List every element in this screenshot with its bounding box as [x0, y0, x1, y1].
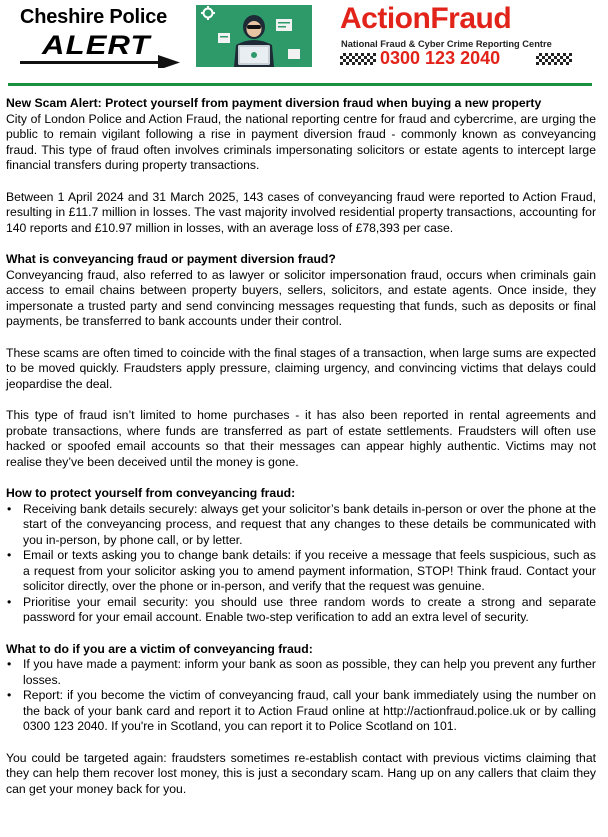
checkered-band-left [340, 53, 376, 65]
bullet-icon: • [7, 594, 12, 609]
what-paragraph-1: Conveyancing fraud, also referred to as lawyer or solicitor impersonation fraud, occurs when criminals gain access to email chains between property buyers, sellers, solicitors, and estate agents. Once inside, they impersonate a trusted party and send convincing messages requesting that funds, such as deposits or final payments, be transferred to bank accounts under their control. [6, 267, 596, 328]
header [0, 0, 608, 92]
cheshire-police-alert-logo [20, 6, 182, 68]
list-item: • Receiving bank details securely: always get your solicitor’s bank details in-person or over the phone at the start of the conveyancing process, and request that any changes to these details be communicated with you in-person, by phone call, or by letter. [7, 501, 596, 547]
closing-paragraph: You could be targeted again: fraudsters sometimes re-establish contact with previous victims claiming that they can help them recover lost money, this is just a secondary scam. Hang up on any callers that claim they can get your money back for you. [6, 750, 596, 796]
header-divider [8, 83, 592, 86]
checkered-band-right [536, 53, 572, 65]
list-item: • If you have made a payment: inform your bank as soon as possible, they can help you prevent any further losses. [7, 657, 596, 687]
spacer [6, 626, 596, 642]
list-item: • Report: if you become the victim of conveyancing fraud, call your bank immediately using the number on the back of your bank card and report it to Action Fraud online at http://actionfraud.police.uk or by calling 0300 123 2040. If you're in Scotland, you can report it to Police Scotland on 101. [7, 688, 596, 733]
bullet-icon: • [7, 548, 12, 562]
bullet-icon: • [7, 688, 12, 702]
article-title: New Scam Alert: Protect yourself from payment diversion fraud when buying a new property [6, 96, 542, 110]
alert-text: ALERT [42, 30, 151, 60]
what-heading: What is conveyancing fraud or payment diversion fraud? [6, 252, 336, 266]
action-fraud-title: ActionFraud [340, 2, 512, 35]
spacer [6, 470, 596, 486]
spacer [6, 174, 596, 190]
protect-heading: How to protect yourself from conveyancing fraud: [6, 486, 296, 500]
hacker-at-laptop-icon [196, 5, 312, 67]
action-fraud-logo [340, 2, 572, 70]
spacer [6, 236, 596, 252]
what-paragraph-2: These scams are often timed to coincide with the final stages of a transaction, when large sums are expected to be moved quickly. Fraudsters apply pressure, claiming urgency, and convincing victims that delays could jeopardise the deal. [6, 345, 596, 391]
bullet-icon: • [7, 501, 12, 516]
action-fraud-subtitle: National Fraud & Cyber Crime Reporting Centre [341, 39, 552, 49]
stats-paragraph: Between 1 April 2024 and 31 March 2025, 143 cases of conveyancing fraud were reported to Action Fraud, resulting in £11.7 million in losses. The vast majority involved residential property transactions, accounting for 140 reports and £10.97 million in losses, with an average loss of £78,393 per case. [6, 189, 596, 235]
protect-list [6, 502, 596, 626]
spacer [6, 735, 596, 751]
action-fraud-phone: 0300 123 2040 [380, 48, 501, 68]
cheshire-police-text: Cheshire Police [20, 6, 168, 28]
action-fraud-phone-row [340, 50, 572, 70]
intro-paragraph: City of London Police and Action Fraud, the national reporting centre for fraud and cybercrime, are urging the public to remain vigilant following a rise in payment diversion fraud - commonly known as conveyancing fraud. This type of fraud often involves criminals impersonating solicitors or estate agents to intercept large financial transfers during property transactions. [6, 111, 596, 172]
spacer [6, 330, 596, 346]
list-item: • Email or texts asking you to change bank details: if you receive a message that feels suspicious, such as a request from your solicitor asking you to amend payment information, STOP! Think fraud. Contact your solicitor directly, over the phone or in-person, and verify that the request was genuine. [7, 548, 596, 593]
spacer [6, 392, 596, 408]
list-item: • Prioritise your email security: you should use three random words to create a strong and separate password for your email account. Enable two-step verification to add an extra level of security. [7, 594, 596, 624]
article [6, 96, 596, 797]
what-paragraph-3: This type of fraud isn’t limited to home purchases - it has also been reported in rental agreements and probate transactions, where funds are transferred as part of estate settlements. Fraudsters will often use hacked or spoofed email accounts so that their messages can appear highly authentic. Victims may not realise they’ve been deceived until the money is gone. [6, 408, 596, 469]
victim-heading: What to do if you are a victim of conveyancing fraud: [6, 641, 313, 656]
victim-list [6, 657, 596, 735]
bullet-icon: • [7, 657, 12, 671]
